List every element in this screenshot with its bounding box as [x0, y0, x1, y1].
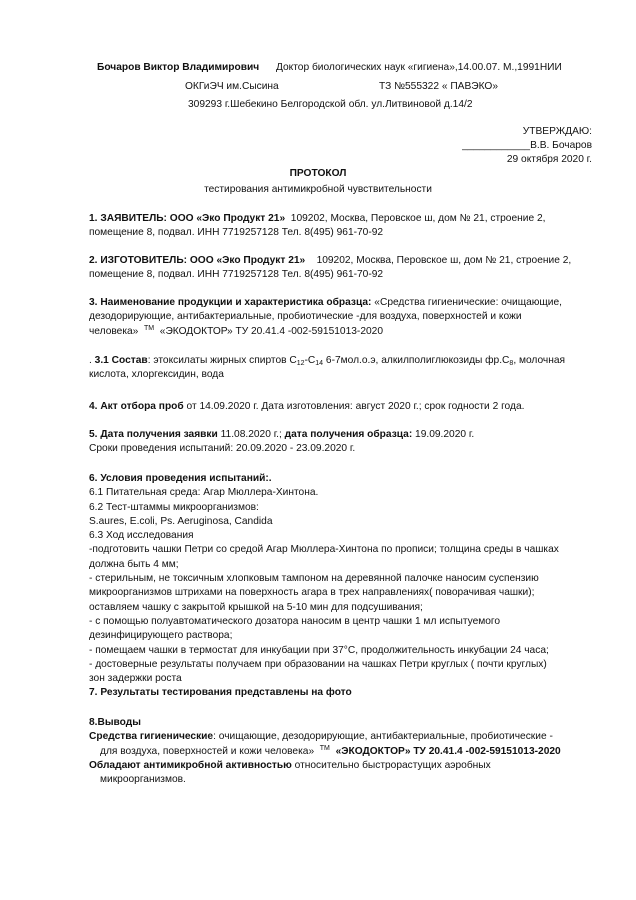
conditions-line: должна быть 4 мм;: [89, 558, 179, 570]
product-name-start: «Средства гигиенические: очищающие,: [374, 297, 562, 308]
conditions-line: 6.1 Питательная среда: Агар Мюллера-Хинтона.: [89, 487, 319, 499]
subscript-8: 8: [509, 360, 514, 367]
request-date-value: 11.08.2020 г.;: [217, 429, 285, 440]
composition-prefix: .: [89, 355, 95, 366]
composition-colon: :: [147, 355, 151, 366]
test-period: Сроки проведения испытаний: 20.09.2020 - 23.09.2020 г.: [89, 443, 356, 455]
conditions-line: -подготовить чашки Петри со средой Агар Мюллера-Хинтона по прописи; толщина среды в чашках: [89, 544, 559, 556]
section-conclusions: [89, 716, 589, 787]
conditions-line: - с помощью полуавтоматического дозатора наносим в центр чашки 1 мл испытуемого: [89, 615, 501, 627]
conditions-line: - помещаем чашки в термостат для инкубации при 37°С, продолжительность инкубации 24 часа;: [89, 644, 549, 656]
request-date-label: 5. Дата получения заявки: [89, 429, 218, 440]
conditions-line: 6.3 Ход исследования: [89, 530, 194, 542]
section-applicant: [89, 212, 589, 241]
manufacturer-address: 109202, Москва, Перовское ш, дом № 21, строение 2,: [316, 255, 572, 266]
conclusion-product-label: Средства гигиенические: [89, 731, 214, 743]
conditions-line: 6.2 Тест-штаммы микроорганизмов:: [89, 501, 259, 513]
composition-text-4: , молочная: [513, 355, 566, 366]
manufacturer-details: помещение 8, подвал. ИНН 7719257128 Тел. 8(495) 961-70-92: [89, 269, 384, 281]
manufacturer-label: 2. ИЗГОТОВИТЕЛЬ: ООО «Эко Продукт 21»: [89, 255, 306, 266]
section-product: [89, 296, 589, 339]
applicant-address: 109202, Москва, Перовское ш, дом № 21, строение 2,: [290, 213, 546, 224]
conditions-line: микроорганизмов штрихами на поверхность агара в трех направлениях( поворачивая чашки);: [89, 587, 535, 599]
composition-text-2: -С: [304, 355, 316, 366]
protocol-subtitle: тестирования антимикробной чувствительности: [204, 184, 432, 195]
trademark-sign: TM: [319, 744, 330, 752]
section-dates: [89, 428, 589, 457]
section-sampling: [89, 400, 589, 414]
composition-line-2: кислота, хлоргексидин, вода: [89, 369, 224, 381]
section-manufacturer: [89, 254, 589, 283]
conditions-line: - стерильным, не токсичным хлопковым тампоном на деревянной палочке наносим суспензию: [89, 573, 539, 585]
protocol-title: ПРОТОКОЛ: [289, 168, 347, 179]
conclusion-product-text-2: для воздуха, поверхностей и кожи человека»: [100, 745, 315, 757]
conditions-line: оставляем чашку с закрытой крышкой на 5-10 мин для подсушивания;: [89, 601, 423, 613]
conclusion-activity-text: относительно быстрорастущих аэробных: [291, 759, 491, 771]
author-address: 309293 г.Шебекино Белгородской обл. ул.Литвиновой д.14/2: [188, 99, 473, 110]
sample-date-value: 19.09.2020 г.: [412, 429, 475, 440]
conclusion-end: микроорганизмов.: [100, 774, 186, 786]
conditions-label: 6. Условия проведения испытаний:.: [89, 473, 272, 484]
applicant-label: 1. ЗАЯВИТЕЛЬ: ООО «Эко Продукт 21»: [89, 213, 286, 224]
approval-signature: ____________В.В. Бочаров: [462, 140, 592, 151]
institute-name: ОКГиЭЧ им.Сысина: [185, 81, 279, 92]
trademark-certificate: ТЗ №555322 « ПАВЭКО»: [379, 81, 498, 92]
subscript-14: 14: [315, 360, 324, 367]
sampling-label: 4. Акт отбора проб: [89, 401, 184, 412]
product-name-end: человека»: [89, 325, 139, 337]
section-composition: [89, 354, 589, 383]
author-degree: Доктор биологических наук «гигиена»,14.00.07. М.,1991НИИ: [276, 62, 562, 73]
results-label: 7. Результаты тестирования представлены на фото: [89, 687, 352, 699]
product-name-middle: дезодорирующие, антибактериальные, пробиотические -для воздуха, поверхностей и кожи: [89, 311, 522, 323]
composition-text-1: этоксилаты жирных спиртов С: [150, 355, 297, 366]
applicant-details: помещение 8, подвал. ИНН 7719257128 Тел. 8(495) 961-70-92: [89, 227, 384, 239]
approval-date: 29 октября 2020 г.: [506, 154, 592, 165]
approval-label: УТВЕРЖДАЮ:: [522, 126, 592, 137]
conditions-line: дезинфицирующего раствора;: [89, 630, 233, 642]
product-label: 3. Наименование продукции и характеристика образца:: [89, 297, 372, 308]
sample-date-label: дата получения образца:: [284, 429, 413, 440]
product-brand-spec: «ЭКОДОКТОР» ТУ 20.41.4 -002-59151013-2020: [159, 325, 383, 337]
subscript-12: 12: [296, 360, 305, 367]
trademark-sign: TM: [144, 324, 155, 332]
conditions-line: - достоверные результаты получаем при образовании на чашках Петри круглых ( почти круглых): [89, 658, 547, 670]
sampling-text: от 14.09.2020 г. Дата изготовления: август 2020 г.; срок годности 2 года.: [183, 401, 525, 412]
composition-text-3: 6-7мол.о.э, алкилполиглюкозиды фр.С: [323, 355, 510, 366]
conclusion-product-text: : очищающие, дезодорирующие, антибактериальные, пробиотические -: [213, 731, 553, 743]
section-conditions: [89, 472, 589, 701]
conclusions-label: 8.Выводы: [89, 717, 141, 728]
conclusion-brand-spec: «ЭКОДОКТОР» ТУ 20.41.4 -002-59151013-2020: [335, 745, 561, 757]
composition-label: 3.1 Состав: [94, 355, 148, 366]
conclusion-activity-label: Обладают антимикробной активностью: [89, 759, 292, 771]
author-name: Бочаров Виктор Владимирович: [97, 62, 260, 73]
conditions-line: S.aures, E.coli, Ps. Aeruginosa, Candida: [89, 515, 273, 527]
conditions-line: зон задержки роста: [89, 673, 182, 685]
